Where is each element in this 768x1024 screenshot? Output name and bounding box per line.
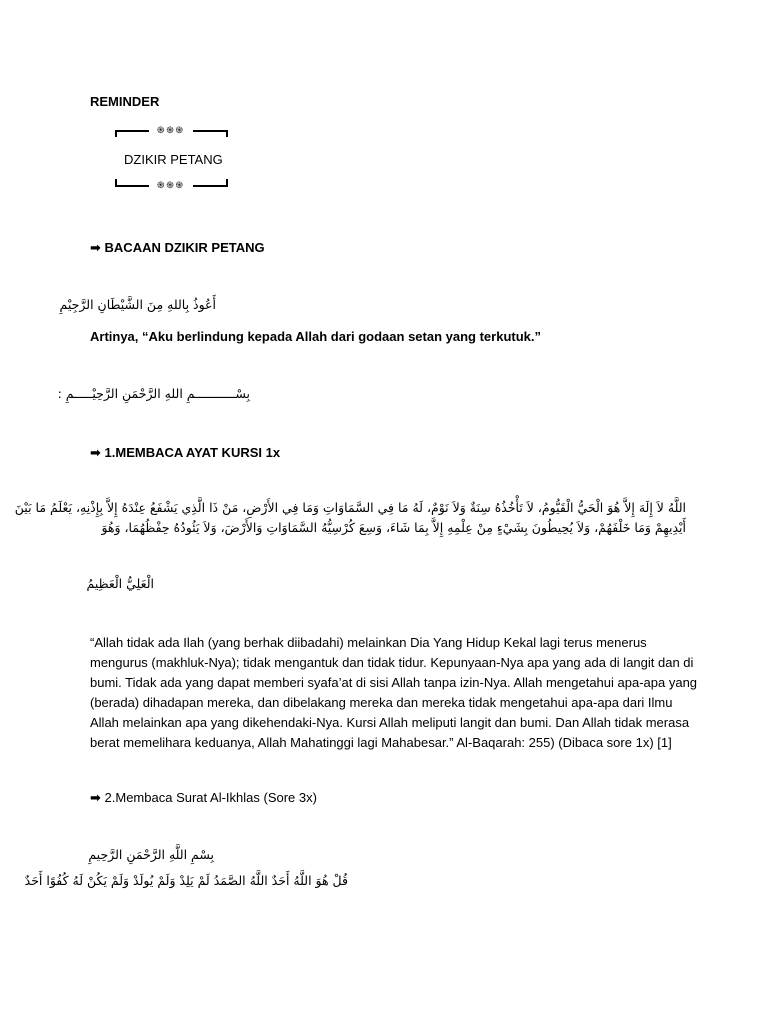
- reminder-heading: REMINDER: [90, 94, 160, 109]
- translation-line: Allah melainkan apa yang dikehendaki-Nya. Kursi Allah meliputi langit dan bumi. Dan Allah tidak merasa: [90, 715, 690, 730]
- section-ayat-kursi-label: 1.MEMBACA AYAT KURSI 1x: [104, 445, 281, 460]
- dzikir-petang-title: DZIKIR PETANG: [124, 152, 223, 167]
- section-bacaan-label: BACAAN DZIKIR PETANG: [104, 240, 265, 255]
- arrow-icon: ➡: [90, 446, 101, 461]
- arrow-icon: ➡: [90, 791, 101, 806]
- section-ayat-kursi: [90, 443, 280, 464]
- ayat-kursi-translation: [90, 633, 698, 753]
- taawudz-translation: Artinya, “Aku berlindung kepada Allah dari godaan setan yang terkutuk.”: [90, 329, 541, 344]
- basmalah-arabic: بِسْـــــــــــمِ اللهِ الرَّحْمَنِ الرَّحِيْـــــمِ :: [57, 386, 250, 401]
- translation-line: berat memelihara keduanya, Allah Mahatinggi lagi Mahabesar.” Al-Baqarah: 255) (Dibaca sore 1x) [1]: [90, 735, 672, 750]
- translation-line: “Allah tidak ada Ilah (yang berhak diibadahi) melainkan Dia Yang Hidup Kekal lagi terus menerus: [90, 635, 647, 650]
- ayat-kursi-arabic-line-1: اللَّهُ لاَ إِلَهَ إِلاَّ هُوَ الْحَيُّ الْقَيُّومُ، لاَ تَأْخُذُهُ سِنَةٌ وَلاَ نَوْمٌ، لَهُ مَا فِي السَّمَاوَاتِ وَمَا فِي الأَرْضِ، مَنْ ذَا الَّذِي يَشْفَعُ عِنْدَهُ إِلاَّ بِإِذْنِهِ، يَعْلَمُ مَا بَيْنَ: [14, 500, 686, 515]
- translation-line: bumi. Tidak ada yang dapat memberi syafa’at di sisi Allah tanpa izin-Nya. Allah mengetahui apa-apa yang: [90, 675, 698, 690]
- translation-line: (berada) dihadapan mereka, dan dibelakang mereka dan mereka tidak mengetahui apa-apa dari Ilmu: [90, 695, 673, 710]
- translation-line: mengurus (makhluk-Nya); tidak mengantuk dan tidak tidur. Kepunyaan-Nya apa yang ada di langit dan di: [90, 655, 694, 670]
- ornament-frame-top: [115, 125, 228, 137]
- section-al-ikhlas-label: 2.Membaca Surat Al-Ikhlas (Sore 3x): [104, 790, 317, 805]
- ornament-top: ֍֍֍: [149, 125, 193, 137]
- ornament-bottom: ֍֍֍: [149, 180, 193, 192]
- arrow-icon: ➡: [90, 241, 101, 256]
- section-al-ikhlas: [90, 788, 317, 809]
- ikhlas-arabic: قُلْ هُوَ اللَّهُ أَحَدٌ اللَّهُ الصَّمَدُ لَمْ يَلِدْ وَلَمْ يُولَدْ وَلَمْ يَكُنْ لَهُ كُفُوًا أَحَدٌ: [24, 873, 348, 888]
- ikhlas-basmalah-arabic: بِسْمِ اللَّهِ الرَّحْمَنِ الرَّحِيمِ: [88, 847, 214, 862]
- section-bacaan-dzikir-petang: [90, 238, 265, 259]
- taawudz-arabic: أَعُوذُ بِاللهِ مِنَ الشَّيْطَانِ الرَّجِيْمِ: [59, 297, 216, 312]
- ayat-kursi-end-arabic: الْعَلِيُّ الْعَظِيمُ: [86, 576, 154, 591]
- ornament-frame-bottom: [115, 180, 228, 192]
- ayat-kursi-arabic-line-2: أَيْدِيهِمْ وَمَا خَلْفَهُمْ، وَلاَ يُحِيطُونَ بِشَيْءٍ مِنْ عِلْمِهِ إِلاَّ بِمَا شَاءَ، وَسِعَ كُرْسِيُّهُ السَّمَاوَاتِ وَالأَرْضَ، وَلاَ يَئُودُهُ حِفْظُهُمَا، وَهُوَ: [101, 520, 686, 535]
